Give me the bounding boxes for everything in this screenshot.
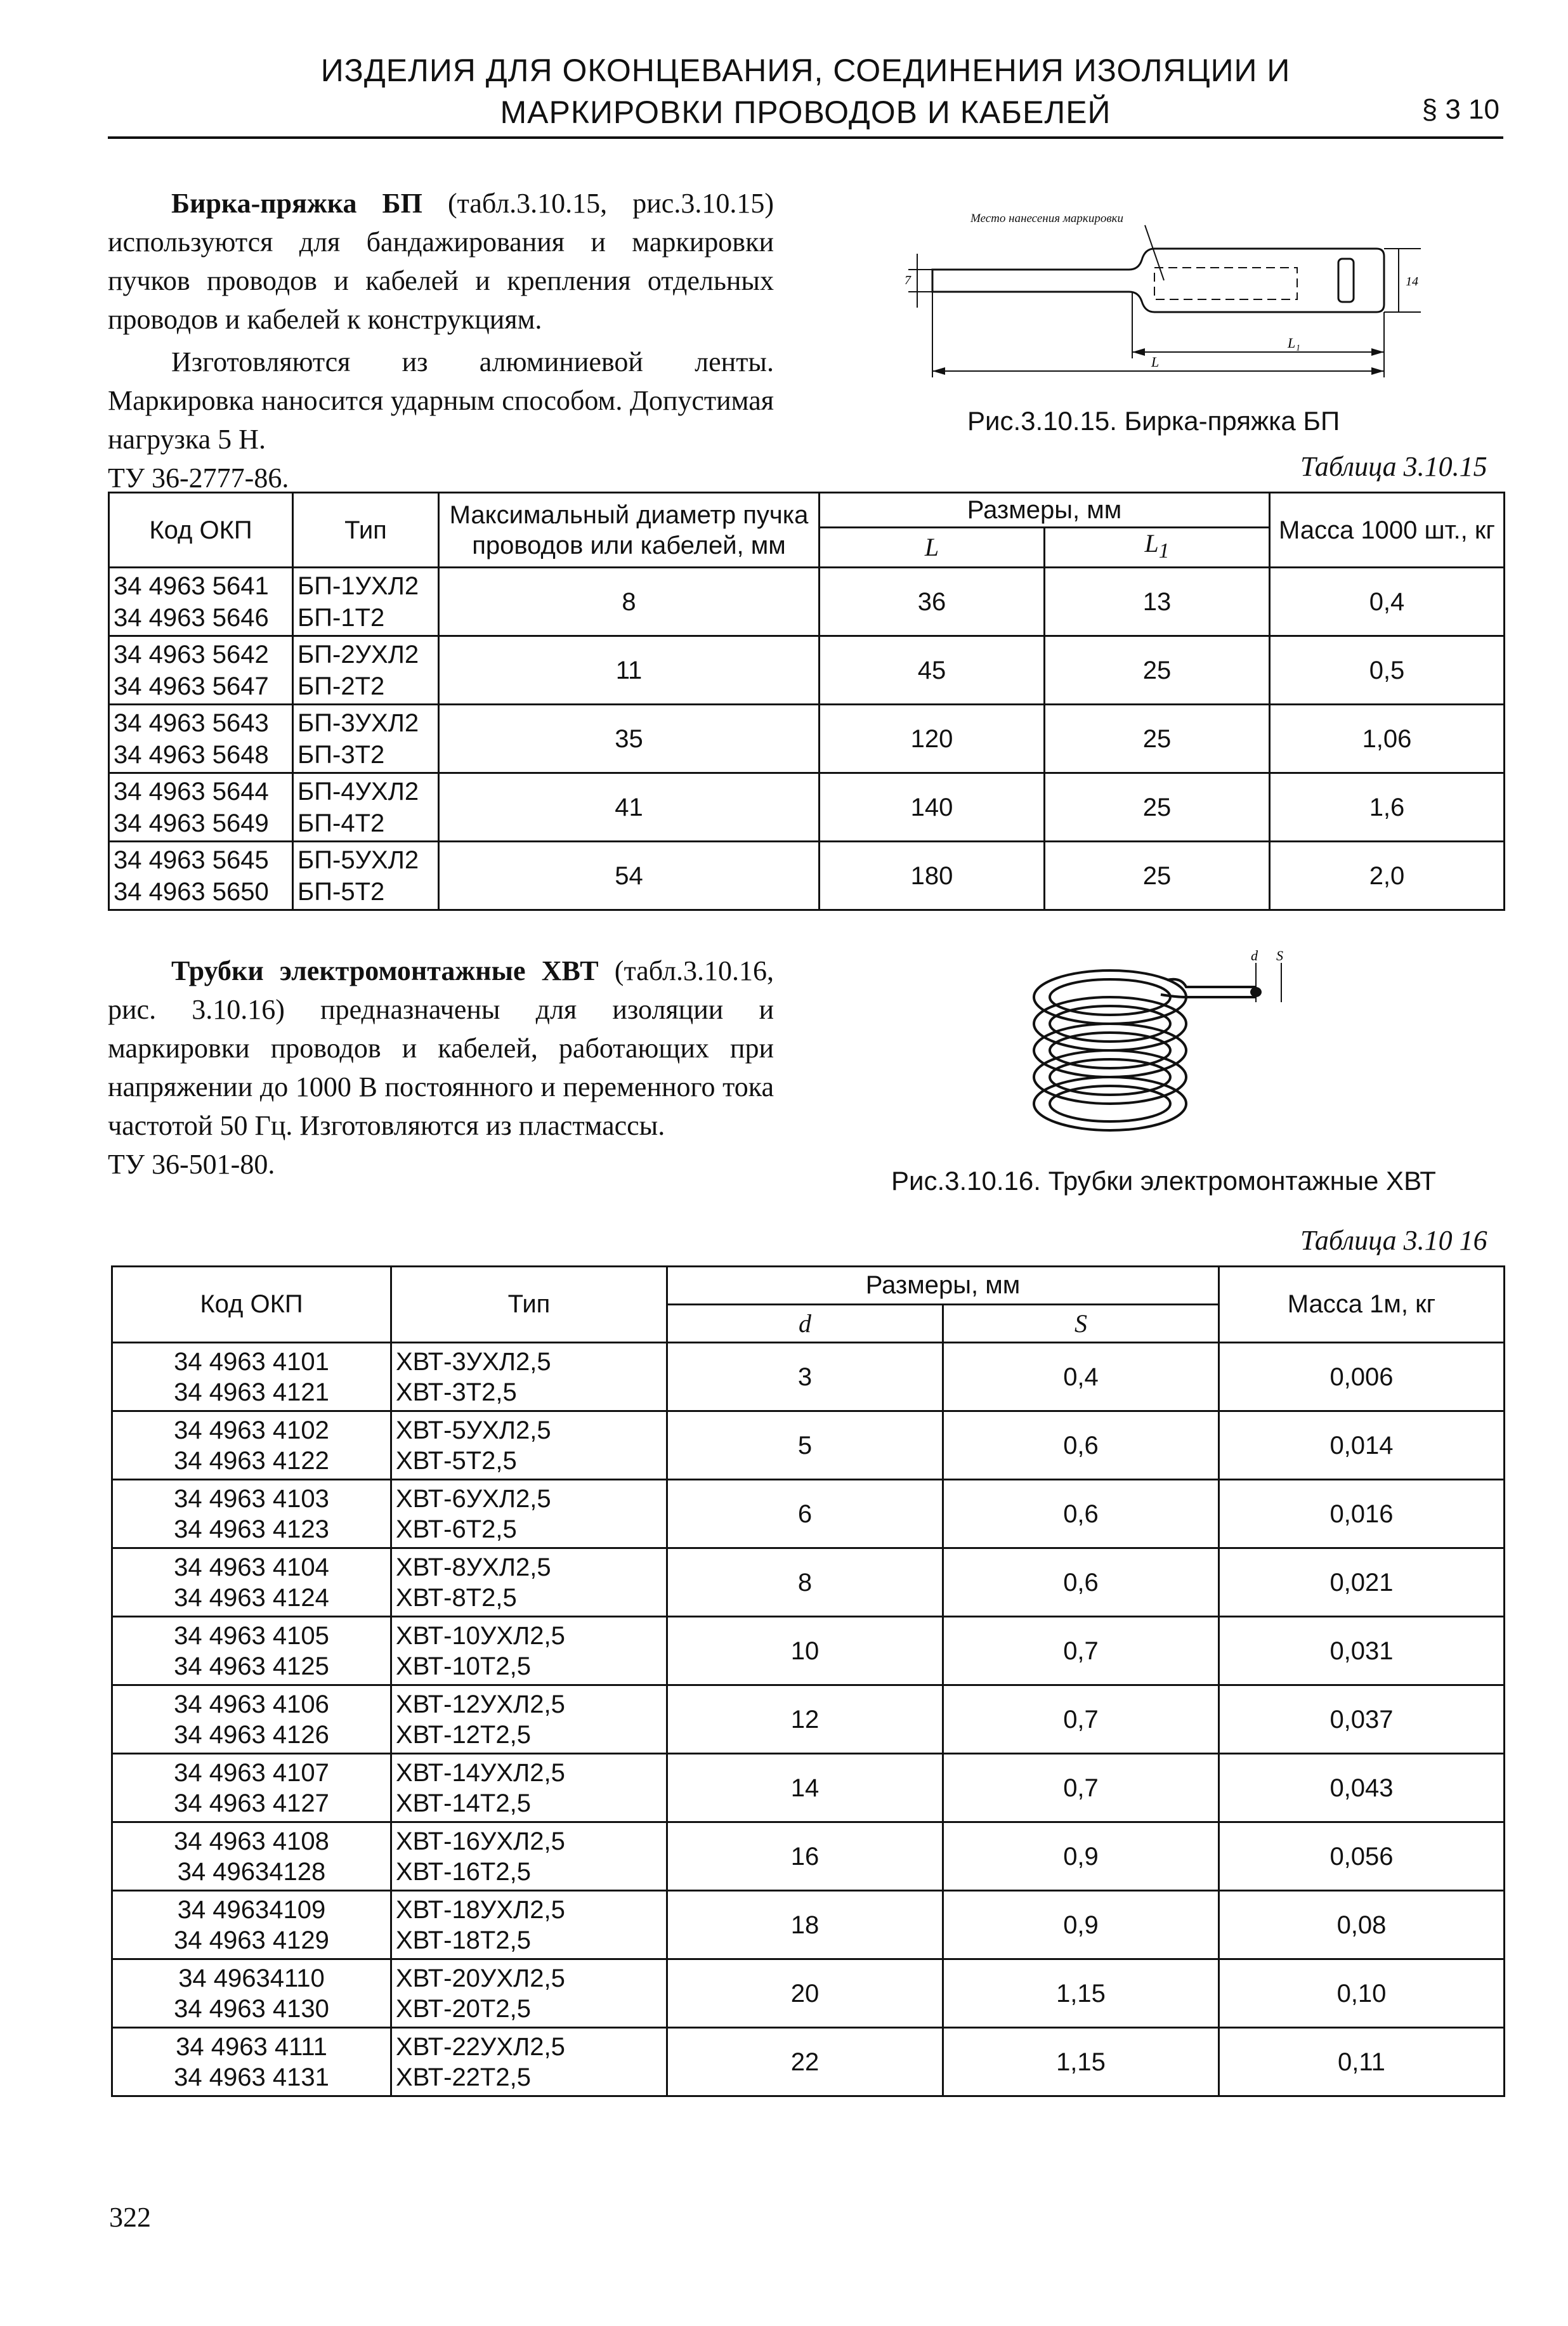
table2-code-2: 34 4963 4126 xyxy=(174,1720,329,1749)
table2-header-mass: Масса 1м, кг xyxy=(1219,1267,1505,1343)
table2-code-1: 34 49634110 xyxy=(178,1964,325,1992)
table-row xyxy=(109,636,1505,705)
table2-cell-type xyxy=(391,1480,667,1548)
table-row xyxy=(112,1480,1505,1548)
table1-cell-diam: 54 xyxy=(439,842,820,910)
table2-type-1: ХВТ-8УХЛ2,5 xyxy=(396,1553,551,1581)
table2-header-code: Код ОКП xyxy=(112,1267,391,1343)
header-rule xyxy=(108,136,1503,139)
table2-type-2: ХВТ-16Т2,5 xyxy=(396,1857,531,1886)
table2-type-2: ХВТ-10Т2,5 xyxy=(396,1652,531,1680)
table1-cell-l: 45 xyxy=(820,636,1045,705)
table1-cell-diam: 11 xyxy=(439,636,820,705)
table1-code-2: 34 4963 5650 xyxy=(114,877,269,906)
figure-tube-coil xyxy=(1015,948,1332,1142)
table1-cell-l: 180 xyxy=(820,842,1045,910)
table-row xyxy=(109,842,1505,910)
table2-code-1: 34 4963 4103 xyxy=(174,1484,329,1513)
table1-cell-l1: 25 xyxy=(1045,705,1270,773)
table2-code-2: 34 4963 4125 xyxy=(174,1652,329,1680)
dim-14-label: 14 xyxy=(1406,275,1418,289)
table-3-10-16 xyxy=(111,1265,1505,2097)
table2-code-2: 34 4963 4127 xyxy=(174,1789,329,1817)
dim-s-label: S xyxy=(1276,948,1283,964)
dim-L1-label: L₁ xyxy=(1288,335,1300,351)
table1-cell-l1: 25 xyxy=(1045,842,1270,910)
table-row xyxy=(112,1959,1505,2028)
table2-header-s: S xyxy=(943,1305,1219,1343)
dim-7-label: 7 xyxy=(905,273,911,287)
dim-d-label: d xyxy=(1251,948,1258,964)
table2-code-2: 34 4963 4123 xyxy=(174,1515,329,1543)
figure-3-10-15-caption: Рис.3.10.15. Бирка-пряжка БП xyxy=(967,406,1340,436)
table1-type-1: БП-1УХЛ2 xyxy=(297,572,419,600)
table1-header-code: Код ОКП xyxy=(109,493,293,568)
table-row xyxy=(109,773,1505,842)
table1-type-2: БП-1Т2 xyxy=(297,603,385,632)
table-row xyxy=(112,1617,1505,1685)
table2-cell-type xyxy=(391,1754,667,1822)
table1-cell-mass: 1,06 xyxy=(1270,705,1505,773)
table2-type-2: ХВТ-14Т2,5 xyxy=(396,1789,531,1817)
table2-type-1: ХВТ-5УХЛ2,5 xyxy=(396,1416,551,1444)
table2-cell-s: 0,6 xyxy=(943,1548,1219,1617)
table2-cell-mass: 0,11 xyxy=(1219,2028,1505,2096)
table2-cell-d: 14 xyxy=(667,1754,943,1822)
table2-cell-d: 6 xyxy=(667,1480,943,1548)
table2-type-1: ХВТ-10УХЛ2,5 xyxy=(396,1621,565,1650)
table1-cell-code xyxy=(109,636,293,705)
table-3-10-15 xyxy=(108,492,1505,911)
table1-cell-l1: 25 xyxy=(1045,636,1270,705)
table1-type-1: БП-4УХЛ2 xyxy=(297,777,419,806)
section1-p1-text: (табл.3.10.15, рис.3.10.15) используются для бандажирования и маркировки пучков проводов и кабелей и крепления отдельных проводов и кабелей к конструкциям. xyxy=(108,188,774,335)
table2-code-1: 34 4963 4104 xyxy=(174,1553,329,1581)
table1-code-1: 34 4963 5643 xyxy=(114,709,269,737)
table1-header-row xyxy=(109,493,1505,528)
section1-title: Бирка-пряжка БП xyxy=(171,188,422,219)
table2-cell-mass: 0,043 xyxy=(1219,1754,1505,1822)
table2-type-2: ХВТ-3Т2,5 xyxy=(396,1378,517,1406)
table2-type-1: ХВТ-14УХЛ2,5 xyxy=(396,1758,565,1787)
table2-cell-code xyxy=(112,1822,391,1891)
table2-cell-mass: 0,031 xyxy=(1219,1617,1505,1685)
table1-code-1: 34 4963 5645 xyxy=(114,846,269,874)
table2-cell-type xyxy=(391,1685,667,1754)
header-line-2: МАРКИРОВКИ ПРОВОДОВ И КАБЕЛЕЙ xyxy=(500,95,1111,130)
section1-text xyxy=(108,184,774,497)
table1-cell-mass: 0,5 xyxy=(1270,636,1505,705)
table1-cell-l1: 13 xyxy=(1045,568,1270,636)
table2-cell-type xyxy=(391,2028,667,2096)
table2-code-1: 34 4963 4107 xyxy=(174,1758,329,1787)
table2-header-sizes: Размеры, мм xyxy=(667,1267,1219,1305)
table2-type-2: ХВТ-18Т2,5 xyxy=(396,1926,531,1954)
table1-header-sizes: Размеры, мм xyxy=(820,493,1270,528)
table1-cell-diam: 35 xyxy=(439,705,820,773)
table2-cell-code xyxy=(112,1411,391,1480)
table2-cell-s: 0,4 xyxy=(943,1343,1219,1411)
table2-cell-code xyxy=(112,1480,391,1548)
tag-body xyxy=(932,249,1384,312)
page-header xyxy=(108,49,1503,133)
table1-cell-diam: 41 xyxy=(439,773,820,842)
figure-3-10-16-caption: Рис.3.10.16. Трубки электромонтажные ХВТ xyxy=(891,1166,1436,1196)
table2-cell-d: 18 xyxy=(667,1891,943,1959)
table2-cell-type xyxy=(391,1891,667,1959)
table1-cell-type xyxy=(293,568,439,636)
table2-header-row xyxy=(112,1267,1505,1305)
table2-cell-d: 12 xyxy=(667,1685,943,1754)
section2-paragraph-1 xyxy=(108,951,774,1145)
table-row xyxy=(112,1685,1505,1754)
table2-cell-code xyxy=(112,1891,391,1959)
table2-cell-mass: 0,037 xyxy=(1219,1685,1505,1754)
figure-tag-buckle xyxy=(894,209,1418,400)
table2-cell-s: 1,15 xyxy=(943,1959,1219,2028)
section2-spec: ТУ 36-501-80. xyxy=(108,1149,275,1180)
table2-cell-mass: 0,021 xyxy=(1219,1548,1505,1617)
table2-cell-type xyxy=(391,1959,667,2028)
table2-cell-mass: 0,10 xyxy=(1219,1959,1505,2028)
table1-type-1: БП-5УХЛ2 xyxy=(297,846,419,874)
label-leader-line xyxy=(1145,225,1164,280)
table2-type-2: ХВТ-22Т2,5 xyxy=(396,2063,531,2091)
table2-cell-s: 0,9 xyxy=(943,1822,1219,1891)
table1-cell-code xyxy=(109,773,293,842)
tube-coil xyxy=(1034,970,1256,1130)
table1-type-2: БП-4Т2 xyxy=(297,809,385,837)
table2-type-1: ХВТ-3УХЛ2,5 xyxy=(396,1347,551,1376)
table2-type-1: ХВТ-12УХЛ2,5 xyxy=(396,1690,565,1718)
table2-code-1: 34 4963 4105 xyxy=(174,1621,329,1650)
table2-cell-d: 3 xyxy=(667,1343,943,1411)
table2-cell-d: 20 xyxy=(667,1959,943,2028)
table2-cell-mass: 0,056 xyxy=(1219,1822,1505,1891)
section2-text xyxy=(108,951,774,1184)
table2-code-2: 34 4963 4122 xyxy=(174,1446,329,1475)
table2-code-2: 34 4963 4121 xyxy=(174,1378,329,1406)
table-row xyxy=(112,1548,1505,1617)
table1-header-L1-letter: L xyxy=(1144,529,1159,558)
page-number: 322 xyxy=(109,2202,151,2233)
table2-cell-type xyxy=(391,1343,667,1411)
table2-code-2: 34 49634128 xyxy=(177,1857,326,1886)
table2-cell-s: 0,7 xyxy=(943,1617,1219,1685)
table1-type-1: БП-3УХЛ2 xyxy=(297,709,419,737)
table1-cell-mass: 2,0 xyxy=(1270,842,1505,910)
dim-L-label: L xyxy=(1151,354,1160,370)
table1-cell-type xyxy=(293,773,439,842)
section1-paragraph-1 xyxy=(108,184,774,339)
table2-type-1: ХВТ-16УХЛ2,5 xyxy=(396,1827,565,1855)
table2-cell-d: 22 xyxy=(667,2028,943,2096)
table2-header-d: d xyxy=(667,1305,943,1343)
table-row xyxy=(112,1822,1505,1891)
table2-type-1: ХВТ-6УХЛ2,5 xyxy=(396,1484,551,1513)
table2-code-1: 34 4963 4111 xyxy=(176,2032,327,2061)
table1-code-2: 34 4963 5649 xyxy=(114,809,269,837)
table2-cell-code xyxy=(112,2028,391,2096)
table2-cell-d: 8 xyxy=(667,1548,943,1617)
table2-cell-s: 0,6 xyxy=(943,1480,1219,1548)
buckle-slot xyxy=(1338,259,1354,302)
table1-cell-code xyxy=(109,842,293,910)
table2-cell-d: 5 xyxy=(667,1411,943,1480)
table1-cell-mass: 0,4 xyxy=(1270,568,1505,636)
table-row xyxy=(112,1754,1505,1822)
table2-code-1: 34 4963 4106 xyxy=(174,1690,329,1718)
table1-code-1: 34 4963 5642 xyxy=(114,640,269,669)
table-row xyxy=(112,1891,1505,1959)
table2-type-1: ХВТ-18УХЛ2,5 xyxy=(396,1895,565,1924)
header-line-1: ИЗДЕЛИЯ ДЛЯ ОКОНЦЕВАНИЯ, СОЕДИНЕНИЯ ИЗОЛЯЦИИ И xyxy=(320,53,1291,88)
table1-code-2: 34 4963 5648 xyxy=(114,740,269,769)
table2-cell-mass: 0,08 xyxy=(1219,1891,1505,1959)
table2-cell-type xyxy=(391,1548,667,1617)
table1-header-mass: Масса 1000 шт., кг xyxy=(1270,493,1505,568)
table2-code-1: 34 4963 4101 xyxy=(174,1347,329,1376)
table1-cell-l: 36 xyxy=(820,568,1045,636)
table2-code-2: 34 4963 4131 xyxy=(174,2063,329,2091)
table1-type-1: БП-2УХЛ2 xyxy=(297,640,419,669)
table-row xyxy=(112,2028,1505,2096)
table1-type-2: БП-5Т2 xyxy=(297,877,385,906)
table1-cell-l1: 25 xyxy=(1045,773,1270,842)
table2-type-2: ХВТ-20Т2,5 xyxy=(396,1994,531,2023)
table2-cell-mass: 0,016 xyxy=(1219,1480,1505,1548)
table2-cell-code xyxy=(112,1617,391,1685)
section1-spec: ТУ 36-2777-86. xyxy=(108,462,289,493)
table2-cell-s: 0,7 xyxy=(943,1685,1219,1754)
table-3-10-16-caption: Таблица 3.10 16 xyxy=(1300,1225,1487,1256)
table1-code-2: 34 4963 5647 xyxy=(114,672,269,700)
section-number: § 3 10 xyxy=(1421,94,1499,125)
section2-p1-text: (табл.3.10.16, рис. 3.10.16) предназначены для изоляции и маркировки проводов и кабелей, работающих при напряжении до 1000 В постоянного и переменного тока частотой 50 Гц. Изготовляются из пластмассы. xyxy=(108,955,774,1141)
table2-cell-mass: 0,006 xyxy=(1219,1343,1505,1411)
table2-cell-s: 0,6 xyxy=(943,1411,1219,1480)
table1-cell-l: 140 xyxy=(820,773,1045,842)
table1-header-diameter: Максимальный диаметр пучка проводов или кабелей, мм xyxy=(439,493,820,568)
table2-code-2: 34 4963 4129 xyxy=(174,1926,329,1954)
table-row xyxy=(109,568,1505,636)
table2-cell-type xyxy=(391,1617,667,1685)
table1-type-2: БП-2Т2 xyxy=(297,672,385,700)
table1-cell-diam: 8 xyxy=(439,568,820,636)
table1-code-1: 34 4963 5641 xyxy=(114,572,269,600)
table1-header-L1-sub: 1 xyxy=(1158,539,1170,563)
table-row xyxy=(112,1343,1505,1411)
table2-cell-d: 10 xyxy=(667,1617,943,1685)
table2-cell-code xyxy=(112,1754,391,1822)
table2-cell-type xyxy=(391,1411,667,1480)
table-3-10-15-caption: Таблица 3.10.15 xyxy=(1300,451,1487,482)
section1-paragraph-2: Изготовляются из алюминиевой ленты. Маркировка наносится ударным способом. Допустимая нагрузка 5 Н. xyxy=(108,346,774,455)
table2-cell-s: 1,15 xyxy=(943,2028,1219,2096)
table2-code-2: 34 4963 4130 xyxy=(174,1994,329,2023)
table2-cell-type xyxy=(391,1822,667,1891)
table1-header-type: Тип xyxy=(293,493,439,568)
section2-title: Трубки электромонтажные ХВТ xyxy=(171,955,599,986)
table1-header-L1 xyxy=(1045,528,1270,568)
table2-type-2: ХВТ-12Т2,5 xyxy=(396,1720,531,1749)
table1-cell-type xyxy=(293,636,439,705)
table1-code-2: 34 4963 5646 xyxy=(114,603,269,632)
table2-code-1: 34 4963 4102 xyxy=(174,1416,329,1444)
table1-cell-mass: 1,6 xyxy=(1270,773,1505,842)
table1-header-L: L xyxy=(820,528,1045,568)
table2-code-1: 34 49634109 xyxy=(177,1895,326,1924)
table2-code-1: 34 4963 4108 xyxy=(174,1827,329,1855)
table1-cell-type xyxy=(293,842,439,910)
table1-cell-l: 120 xyxy=(820,705,1045,773)
marking-area xyxy=(1154,268,1297,299)
table2-cell-code xyxy=(112,1343,391,1411)
table-row xyxy=(112,1411,1505,1480)
table-row xyxy=(109,705,1505,773)
table2-cell-mass: 0,014 xyxy=(1219,1411,1505,1480)
marking-place-label: Место нанесения маркировки xyxy=(970,212,1123,225)
table1-cell-code xyxy=(109,568,293,636)
table1-cell-code xyxy=(109,705,293,773)
table2-cell-s: 0,7 xyxy=(943,1754,1219,1822)
table2-cell-code xyxy=(112,1685,391,1754)
table2-type-1: ХВТ-20УХЛ2,5 xyxy=(396,1964,565,1992)
table2-type-2: ХВТ-8Т2,5 xyxy=(396,1583,517,1612)
table2-header-type: Тип xyxy=(391,1267,667,1343)
table2-type-1: ХВТ-22УХЛ2,5 xyxy=(396,2032,565,2061)
table2-cell-code xyxy=(112,1959,391,2028)
table2-type-2: ХВТ-5Т2,5 xyxy=(396,1446,517,1475)
table2-type-2: ХВТ-6Т2,5 xyxy=(396,1515,517,1543)
table2-cell-code xyxy=(112,1548,391,1617)
table2-code-2: 34 4963 4124 xyxy=(174,1583,329,1612)
table1-code-1: 34 4963 5644 xyxy=(114,777,269,806)
table1-type-2: БП-3Т2 xyxy=(297,740,385,769)
table2-cell-s: 0,9 xyxy=(943,1891,1219,1959)
table2-cell-d: 16 xyxy=(667,1822,943,1891)
table1-cell-type xyxy=(293,705,439,773)
